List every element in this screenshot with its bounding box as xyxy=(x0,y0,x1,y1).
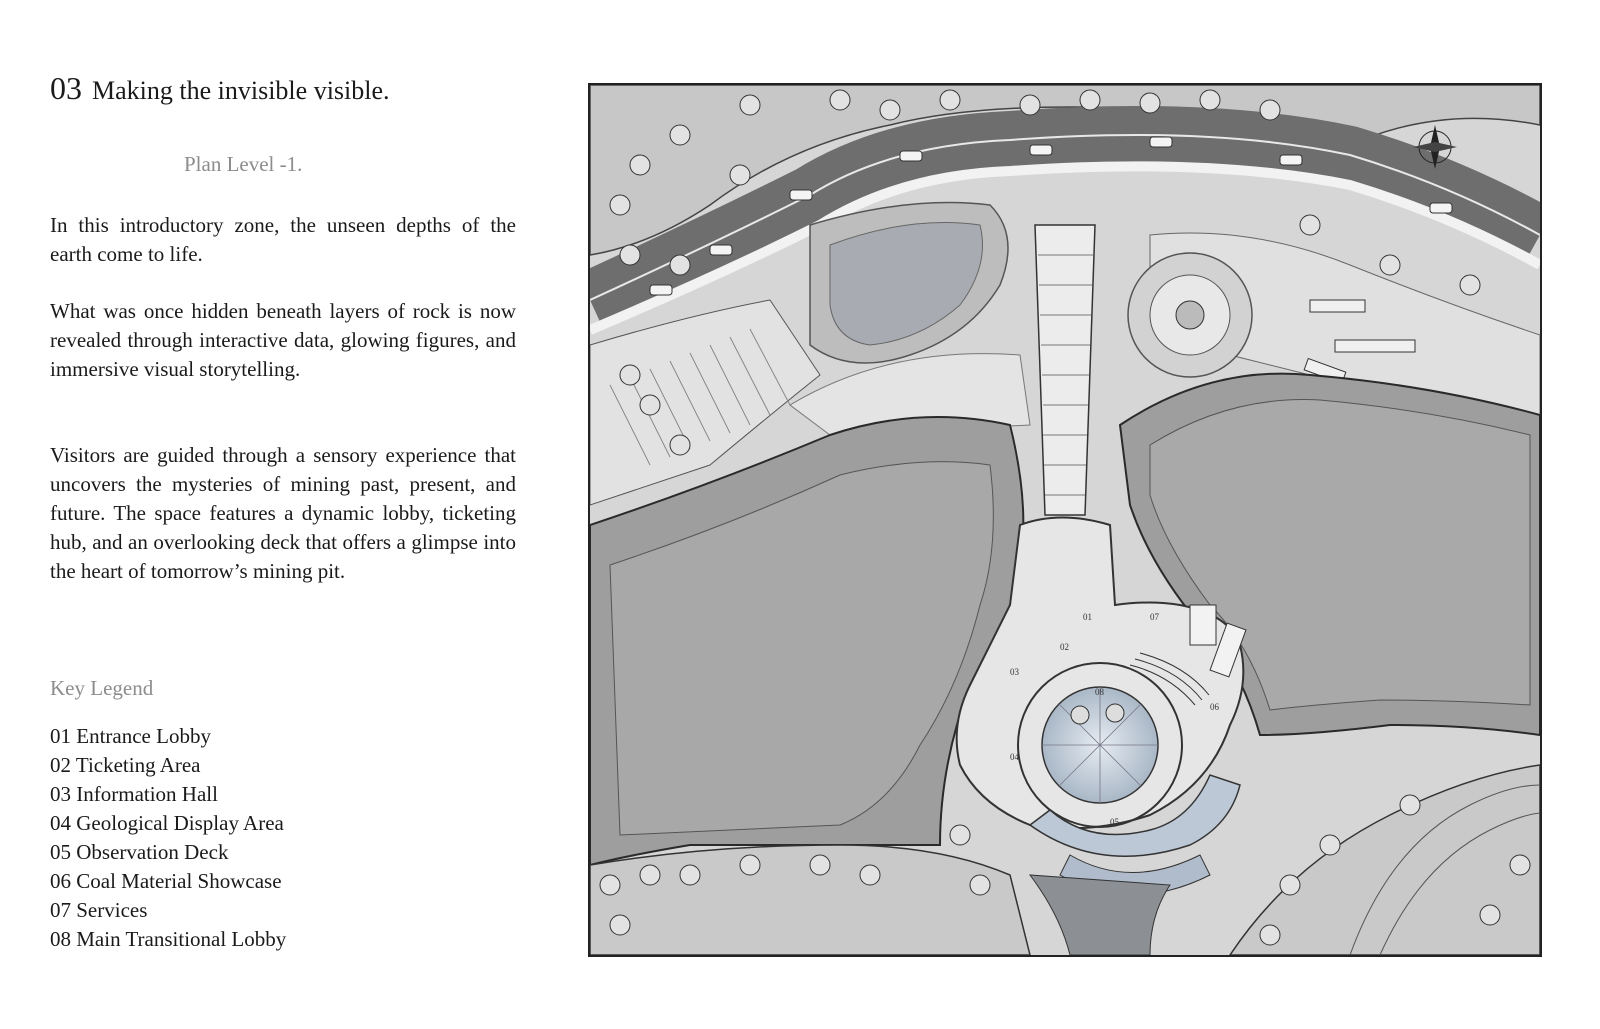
intro-paragraph-3: Visitors are guided through a sensory experience that uncovers the mysteries of mining past, present, and future. The space features a dynamic lobby, ticketing hub, and an overlooking deck that offers a glimpse into the heart of tomorrow’s mining pit. xyxy=(50,443,516,583)
site-plan-drawing xyxy=(588,83,1542,957)
plan-label: 08 xyxy=(1095,687,1104,697)
plan-subtitle: Plan Level -1. xyxy=(184,152,303,176)
plan-label: 02 xyxy=(1060,642,1069,652)
heading-text: Making the invisible visible. xyxy=(92,76,390,105)
legend-item: 06 Coal Material Showcase xyxy=(50,869,282,893)
legend-item: 01 Entrance Lobby xyxy=(50,724,211,748)
legend-item: 08 Main Transitional Lobby xyxy=(50,927,287,951)
legend-item: 02 Ticketing Area xyxy=(50,753,201,777)
plan-label: 06 xyxy=(1210,702,1219,712)
plan-label: 07 xyxy=(1150,612,1159,622)
legend-item: 03 Information Hall xyxy=(50,782,218,806)
plan-label: 01 xyxy=(1083,612,1092,622)
intro-paragraph-1: In this introductory zone, the unseen depths of the earth come to life. xyxy=(50,213,516,266)
heading-number: 03 xyxy=(50,70,82,106)
plan-label: 04 xyxy=(1010,752,1019,762)
legend-item: 05 Observation Deck xyxy=(50,840,229,864)
legend-item: 07 Services xyxy=(50,898,148,922)
intro-paragraph-2: What was once hidden beneath layers of rock is now revealed through interactive data, glowing figures, and immersive visual storytelling. xyxy=(50,299,516,381)
page-heading xyxy=(50,70,390,107)
plan-label: 05 xyxy=(1110,817,1119,827)
plan-label: 03 xyxy=(1010,667,1019,677)
key-legend xyxy=(50,722,286,954)
site-plan-svg xyxy=(590,85,1540,955)
legend-item: 04 Geological Display Area xyxy=(50,811,284,835)
legend-title: Key Legend xyxy=(50,676,154,700)
